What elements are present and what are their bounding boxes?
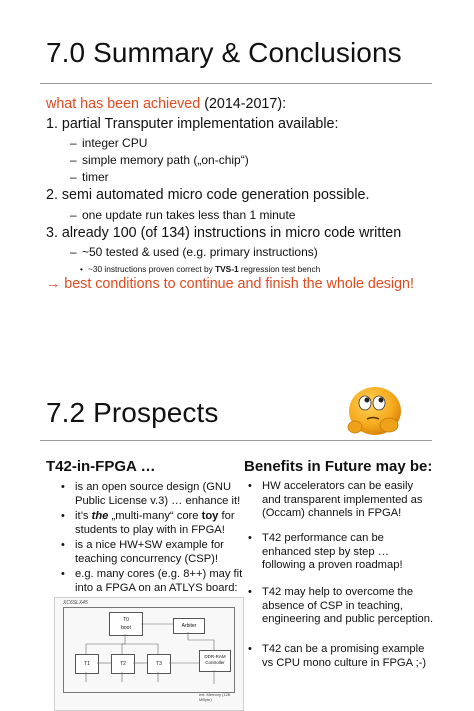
section1-rule [40,83,432,84]
achieved-label: what has been achieved [46,96,201,112]
item-3: 3. already 100 (of 134) instructions in micro code written [46,225,402,241]
section2-rule [40,440,432,441]
bullet-dot: • [248,532,252,544]
t2-box: T2 [111,654,135,674]
bullet-dot: • [248,480,252,492]
right-header: Benefits in Future may be: [244,458,433,475]
sub1-item: integer CPU [82,136,148,150]
thinking-smiley-icon [343,381,407,439]
sub1-item: simple memory path („on-chip“) [82,153,249,167]
sub3-item: ~50 tested & used (e.g. primary instructions) [82,245,318,259]
bullet-dot: • [61,539,65,551]
left-bullet: • it’s the „multi-many“ core toy for students to play with in FPGA! [61,510,235,536]
dash-marker: – [70,245,77,259]
arbiter-box: Arbiter [173,618,205,634]
dash-marker: – [70,136,77,150]
t1-box: T1 [75,654,99,674]
sub3-detail-post: regression test bench [238,264,321,274]
bullet-dot: • [61,510,65,522]
architecture-diagram [54,597,244,711]
sub3-detail [80,264,321,274]
bullet-dot: • [61,481,65,493]
left-bullet: • is an open source design (GNU Public License v.3) … enhance it! [61,481,241,507]
t3-box: T3 [147,654,171,674]
sub1-item: timer [82,170,109,184]
dash-marker: – [70,208,77,222]
memory-footer: ext. Memory (128 MByte) [199,692,231,702]
right-bullet: • T42 can be a promising example vs CPU mono culture in FPGA ;-) [248,643,427,669]
right-bullet: • T42 performance can be enhanced step by step … following a proven roadmap! [248,532,403,571]
t0-box: T0 boot [109,612,143,636]
item-1: 1. partial Transputer implementation available: [46,116,339,132]
sub3-detail-pre: ~30 instructions proven correct by [88,264,216,274]
dash-marker: – [70,153,77,167]
conclusion-line: → best conditions to continue and finish the whole design! [46,276,414,292]
right-bullet: • T42 may help to overcome the absence of CSP in teaching, engineering and public perception. [248,586,434,625]
achieved-heading [46,96,286,112]
bullet-dot: • [248,586,252,598]
bullet-dot: • [61,568,65,580]
ddr-controller-box: DDR-RAM Controller [199,650,231,672]
left-header: T42-in-FPGA … [46,458,156,475]
section1-title: 7.0 Summary & Conclusions [46,37,402,68]
tvs1-label: TVS-1 [215,264,239,274]
section2-title: 7.2 Prospects [46,397,219,428]
achieved-years: (2014-2017): [204,96,287,112]
board-label: XC6SLX45 [63,600,88,606]
right-bullet: • HW accelerators can be easily and transparent implemented as (Occam) channels in FPGA! [248,480,423,519]
sub2-item: one update run takes less than 1 minute [82,208,296,222]
bullet-dot: • [248,643,252,655]
left-bullet: • e.g. many cores (e.g. 8++) may fit into a FPGA on an ATLYS board: [61,568,243,594]
dash-marker: – [70,170,77,184]
item-2: 2. semi automated micro code generation possible. [46,187,370,203]
left-bullet: • is a nice HW+SW example for teaching concurrency (CSP)! [61,539,224,565]
bullet-dot: • [80,264,83,274]
